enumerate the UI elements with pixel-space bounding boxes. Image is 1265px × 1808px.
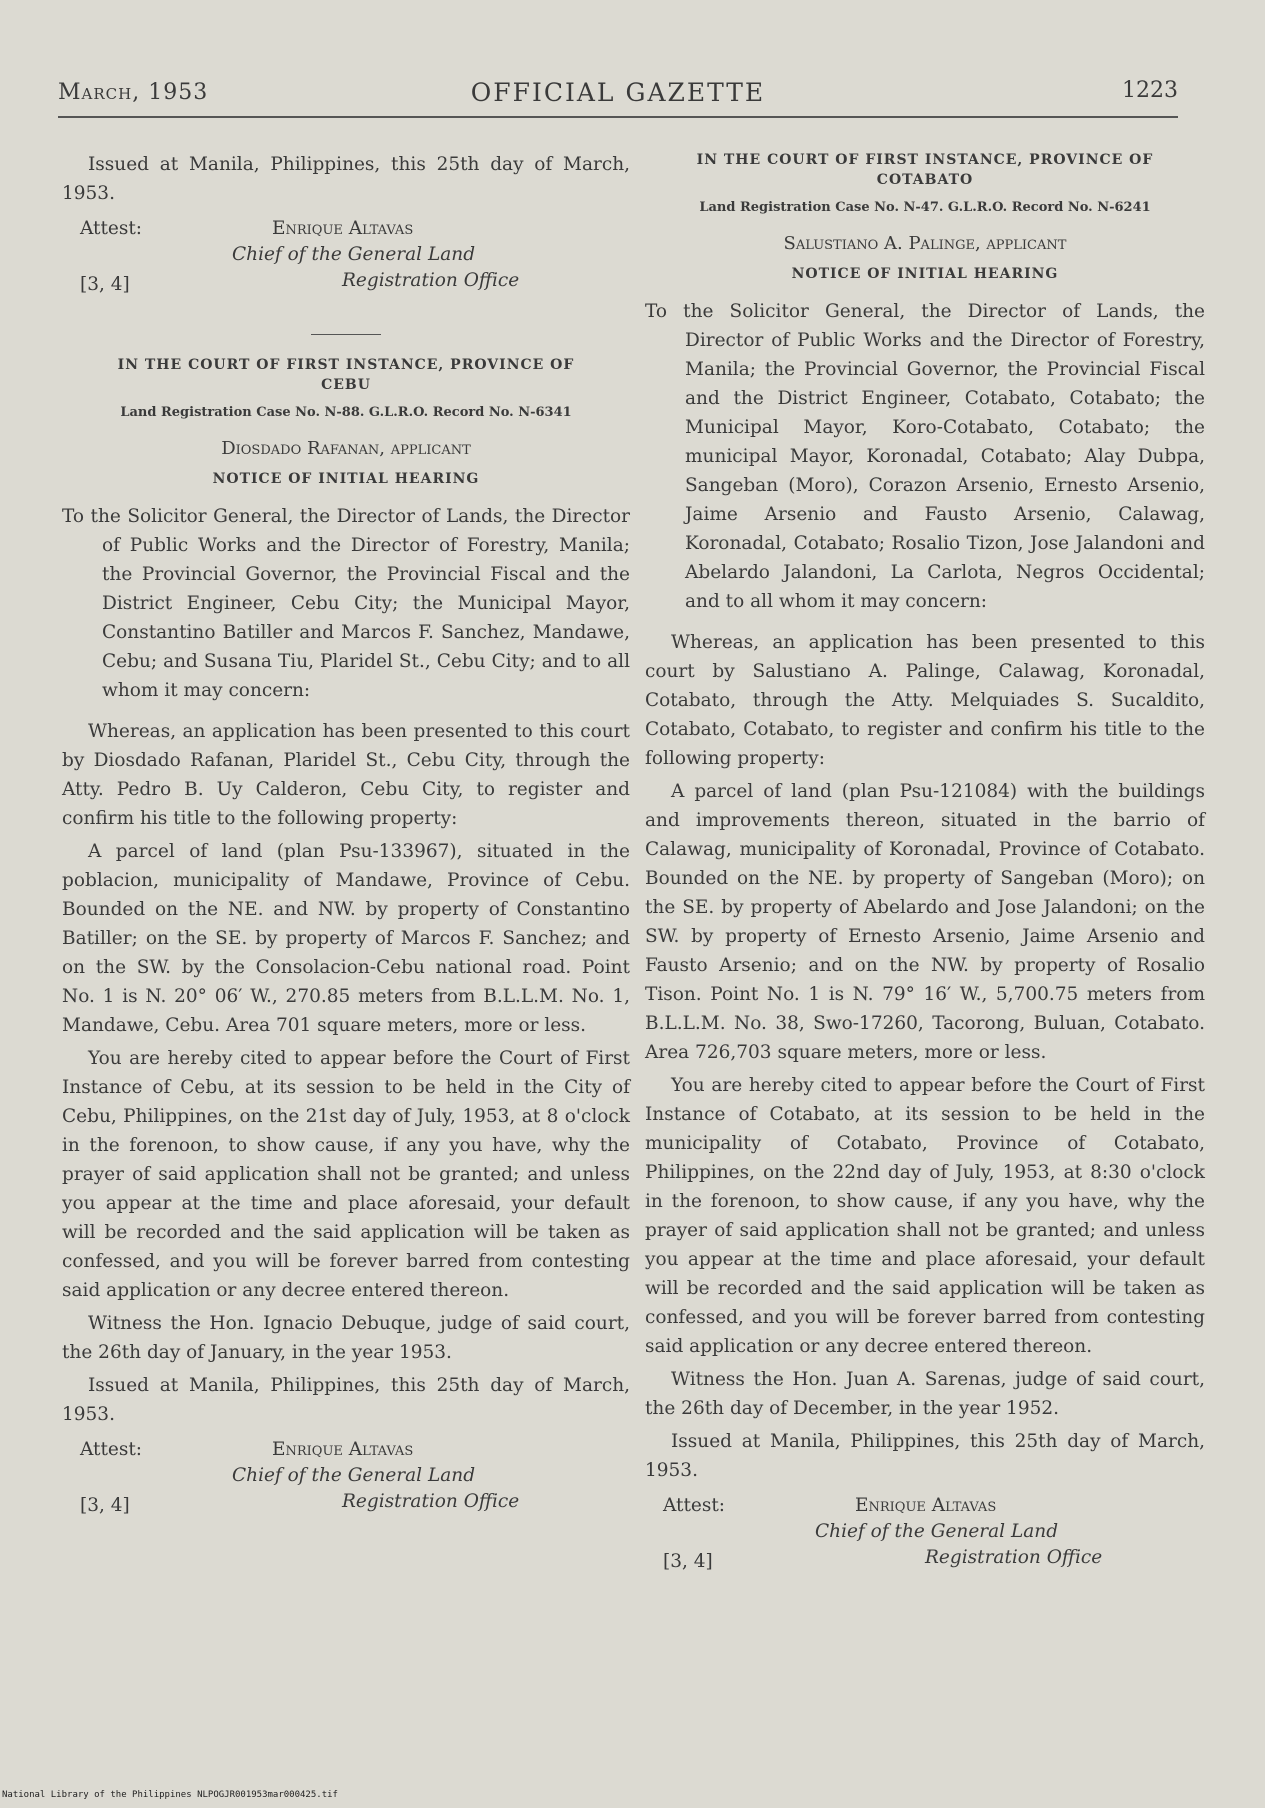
attest-name: Enrique Altavas bbox=[855, 1495, 997, 1516]
attest-label: Attest: bbox=[80, 1439, 143, 1460]
attest-block bbox=[62, 1435, 630, 1527]
attest-label: Attest: bbox=[663, 1495, 726, 1516]
citation-paragraph: You are hereby cited to appear before the Court of First Instance of Cotabato, at its session to be held in the municipality of Cotabato, Province of Cotabato, Philippines, on the 22nd day of July, 1953, at 8:30 o'clock in the forenoon, to show cause, if any you have, why the prayer of said application shall not be granted; and unless you appear at the time and place aforesaid, your default will be recorded and the said application will be taken as confessed, and you will be forever barred from contesting said application or any decree entered thereon. bbox=[645, 1075, 1205, 1357]
scan-footer: National Library of the Philippines NLPOGJR001953mar000425.tif bbox=[2, 1790, 338, 1800]
page-header bbox=[58, 80, 1178, 118]
applicant-name: Salustiano A. Palinge, applicant bbox=[783, 233, 1067, 254]
attest-block bbox=[645, 1491, 1205, 1583]
case-number: Land Registration Case No. N-88. G.L.R.O. Record No. N-6341 bbox=[120, 405, 572, 420]
attest-title-line2: Registration Office bbox=[342, 270, 520, 291]
attest-label: Attest: bbox=[80, 218, 143, 239]
case-number: Land Registration Case No. N-47. G.L.R.O. Record No. N-6241 bbox=[699, 200, 1151, 215]
witness-paragraph: Witness the Hon. Ignacio Debuque, judge of said court, the 26th day of January, in the year 1953. bbox=[62, 1313, 630, 1363]
notice-heading: NOTICE OF INITIAL HEARING bbox=[212, 471, 480, 487]
page-number: 1223 bbox=[1122, 78, 1178, 103]
citation-paragraph: You are hereby cited to appear before the Court of First Instance of Cebu, at its session to be held in the City of Cebu, Philippines, on the 21st day of July, 1953, at 8 o'clock in the forenoon, to show cause, if any you have, why the prayer of said application shall not be granted; and unless you appear at the time and place aforesaid, your default will be recorded and the said application will be taken as confessed, and you will be forever barred from contesting said application or any decree entered thereon. bbox=[62, 1048, 630, 1301]
reference-number: [3, 4] bbox=[80, 1495, 130, 1516]
addressees: To the Solicitor General, the Director of Lands, the Director of Public Works and the Director of Forestry, Manila; the Provincial Governor, the Provincial Fiscal and the District Engineer, Cebu City; the Municipal Mayor, Constantino Batiller and Marcos F. Sanchez, Mandawe, Cebu; and Susana Tiu, Plaridel St., Cebu City; and to all whom it may concern: bbox=[62, 506, 630, 701]
section-divider bbox=[311, 334, 381, 335]
whereas-paragraph: Whereas, an application has been presented to this court by Salustiano A. Palinge, Calawag, Koronadal, Cotabato, through the Atty. Melquiades S. Sucaldito, Cotabato, Cotabato, to register and confirm his title to the following property: bbox=[645, 632, 1205, 769]
addressees: To the Solicitor General, the Director of Lands, the Director of Public Works and the Director of Forestry, Manila; the Provincial Governor, the Provincial Fiscal and the District Engineer, Cotabato, Cotabato; the Municipal Mayor, Koro-Cotabato, Cotabato; the municipal Mayor, Koronadal, Cotabato; Alay Dubpa, Sangeban (Moro), Corazon Arsenio, Ernesto Arsenio, Jaime Arsenio and Fausto Arsenio, Calawag, Koronadal, Cotabato; Rosalio Tizon, Jose Jalandoni and Abelardo Jalandoni, La Carlota, Negros Occidental; and to all whom it may concern: bbox=[645, 301, 1205, 612]
parcel-description: A parcel of land (plan Psu-121084) with the buildings and improvements thereon, situated in the barrio of Calawag, municipality of Koronadal, Province of Cotabato. Bounded on the NE. by property of Sangeban (Moro); on the SE. by property of Abelardo and Jose Jalandoni; on the SW. by property of Ernesto Arsenio, Jaime Arsenio and Fausto Arsenio; and on the NW. by property of Rosalio Tison. Point No. 1 is N. 79° 16′ W., 5,700.75 meters from B.L.L.M. No. 38, Swo-17260, Tacorong, Buluan, Cotabato. Area 726,703 square meters, more or less. bbox=[645, 781, 1205, 1063]
header-title: OFFICIAL GAZETTE bbox=[470, 78, 766, 107]
reference-number: [3, 4] bbox=[80, 274, 130, 295]
attest-title-line1: Chief of the General Land bbox=[815, 1521, 1059, 1542]
attest-title-line1: Chief of the General Land bbox=[232, 244, 476, 265]
reference-number: [3, 4] bbox=[663, 1551, 713, 1572]
attest-name: Enrique Altavas bbox=[272, 1439, 414, 1460]
issued-paragraph: Issued at Manila, Philippines, this 25th day of March, 1953. bbox=[645, 1431, 1205, 1481]
attest-title-line1: Chief of the General Land bbox=[232, 1465, 476, 1486]
intro-issued: Issued at Manila, Philippines, this 25th day of March, 1953. bbox=[62, 154, 630, 204]
attest-title-line2: Registration Office bbox=[925, 1547, 1103, 1568]
header-date: March, 1953 bbox=[58, 80, 209, 105]
left-column bbox=[62, 150, 630, 1535]
attest-name: Enrique Altavas bbox=[272, 218, 414, 239]
whereas-paragraph: Whereas, an application has been presented to this court by Diosdado Rafanan, Plaridel St., Cebu City, through the Atty. Pedro B. Uy Calderon, Cebu City, to register and confirm his title to the following property: bbox=[62, 721, 630, 829]
attest-title-line2: Registration Office bbox=[342, 1491, 520, 1512]
witness-paragraph: Witness the Hon. Juan A. Sarenas, judge of said court, the 26th day of December, in the year 1952. bbox=[645, 1369, 1205, 1419]
issued-paragraph: Issued at Manila, Philippines, this 25th day of March, 1953. bbox=[62, 1375, 630, 1425]
attest-block bbox=[62, 214, 630, 306]
court-heading: IN THE COURT OF FIRST INSTANCE, PROVINCE OF CEBU bbox=[117, 357, 575, 393]
applicant-name: Diosdado Rafanan, applicant bbox=[221, 438, 471, 459]
notice-heading: NOTICE OF INITIAL HEARING bbox=[791, 266, 1059, 282]
court-heading: IN THE COURT OF FIRST INSTANCE, PROVINCE OF COTABATO bbox=[696, 152, 1154, 188]
right-column bbox=[645, 140, 1205, 1591]
parcel-description: A parcel of land (plan Psu-133967), situated in the poblacion, municipality of Mandawe, Province of Cebu. Bounded on the NE. and NW. by property of Constantino Batiller; on the SE. by property of Marcos F. Sanchez; and on the SW. by the Consolacion-Cebu national road. Point No. 1 is N. 20° 06′ W., 270.85 meters from B.L.L.M. No. 1, Mandawe, Cebu. Area 701 square meters, more or less. bbox=[62, 841, 630, 1036]
